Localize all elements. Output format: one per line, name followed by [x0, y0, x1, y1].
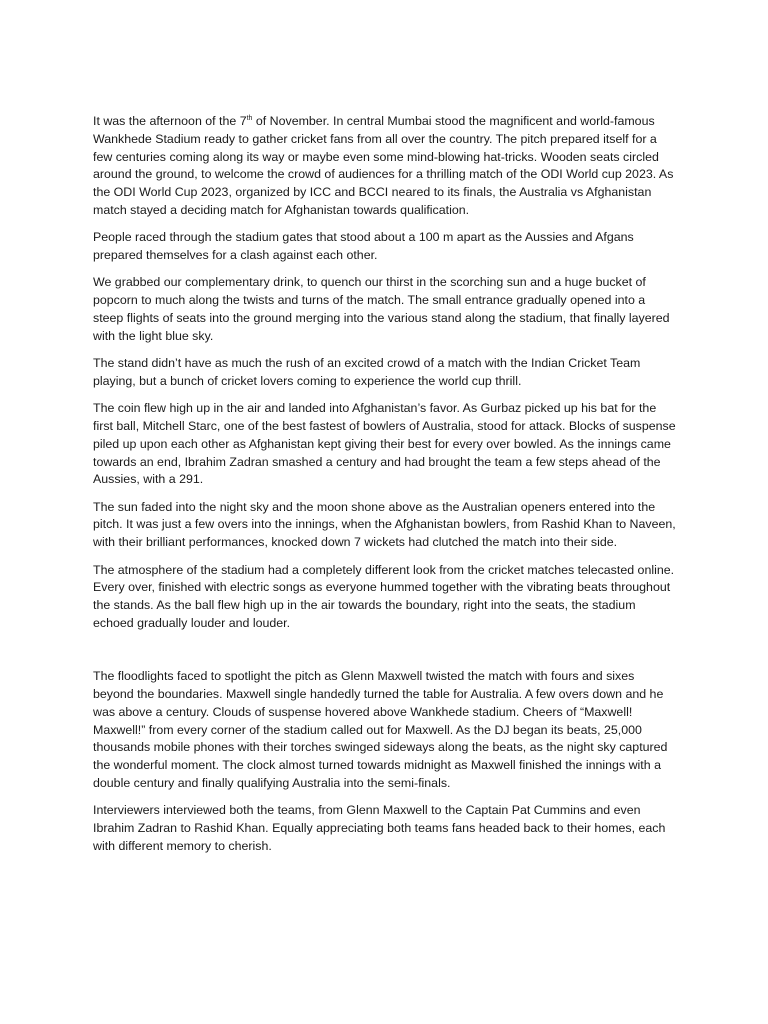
paragraph-8: The floodlights faced to spotlight the pitch as Glenn Maxwell twisted the match with fours and sixes beyond the boundaries. Maxwell single handedly turned the table for Australia. A few overs down and he was above a century. Clouds of suspense hovered above Wankhede stadium. Cheers of “Maxwell! Maxwell!” from every corner of the stadium called out for Maxwell. As the DJ began its beats, 25,000 thousands mobile phones with their torches swinged sideways along the beats, as the night sky captured the wonderful moment. The clock almost turned towards midnight as Maxwell finished the innings with a double century and finally qualifying Australia into the semi-finals. [93, 669, 668, 790]
ordinal-suffix: th [246, 114, 253, 122]
blank-line [93, 642, 676, 668]
paragraph-7: The atmosphere of the stadium had a completely different look from the cricket matches telecasted online. Every over, finished with electric songs as everyone hummed together with the vibrating beats throughout the stands. As the ball flew high up in the air towards the boundary, right into the seats, the stadium echoed gradually louder and louder. [93, 562, 675, 630]
paragraph-9: Interviewers interviewed both the teams, from Glenn Maxwell to the Captain Pat Cummins and even Ibrahim Zadran to Rashid Khan. Equally appreciating both teams fans headed back to their homes, each with different memory to cherish. [93, 803, 666, 853]
paragraph-5: The coin flew high up in the air and landed into Afghanistan’s favor. As Gurbaz picked up his bat for the first ball, Mitchell Starc, one of the best fastest of bowlers of Australia, stood for attack. Blocks of suspense piled up upon each other as Afghanistan kept giving their best for every over bowled. As the innings came towards an end, Ibrahim Zadran smashed a century and had brought the team a few steps ahead of the Aussies, with a 291. [93, 401, 676, 487]
paragraph-2: People raced through the stadium gates that stood about a 100 m apart as the Aussies and Afgans prepared themselves for a clash against each other. [93, 230, 634, 263]
document-page [93, 113, 676, 865]
paragraph-6: The sun faded into the night sky and the moon shone above as the Australian openers entered into the pitch. It was just a few overs into the innings, when the Afghanistan bowlers, from Rashid Khan to Naveen, with their brilliant performances, knocked down 7 wickets had clutched the match into their side. [93, 499, 676, 550]
paragraph-3: We grabbed our complementary drink, to quench our thirst in the scorching sun and a huge bucket of popcorn to much along the twists and turns of the match. The small entrance gradually opened into a steep flights of seats into the ground merging into the various stand along the stadium, that finally layered with the light blue sky. [93, 275, 670, 343]
paragraph-1 [93, 113, 676, 220]
paragraph-1-text-a: It was the afternoon of the 7 [93, 114, 247, 128]
paragraph-4: The stand didn’t have as much the rush of an excited crowd of a match with the Indian Cricket Team playing, but a bunch of cricket lovers coming to experience the world cup thrill. [93, 356, 641, 388]
paragraph-1-text-b: of November. In central Mumbai stood the magnificent and world-famous Wankhede Stadium ready to gather cricket fans from all over the country. The pitch prepared itself for a few centuries coming along its way or maybe even some mind-blowing hat-tricks. Wooden seats circled around the ground, to welcome the crowd of audiences for a thrilling match of the ODI World cup 2023. As the ODI World Cup 2023, organized by ICC and BCCI neared to its finals, the Australia vs Afghanistan match stayed a deciding match for Afghanistan towards qualification. [93, 114, 674, 217]
